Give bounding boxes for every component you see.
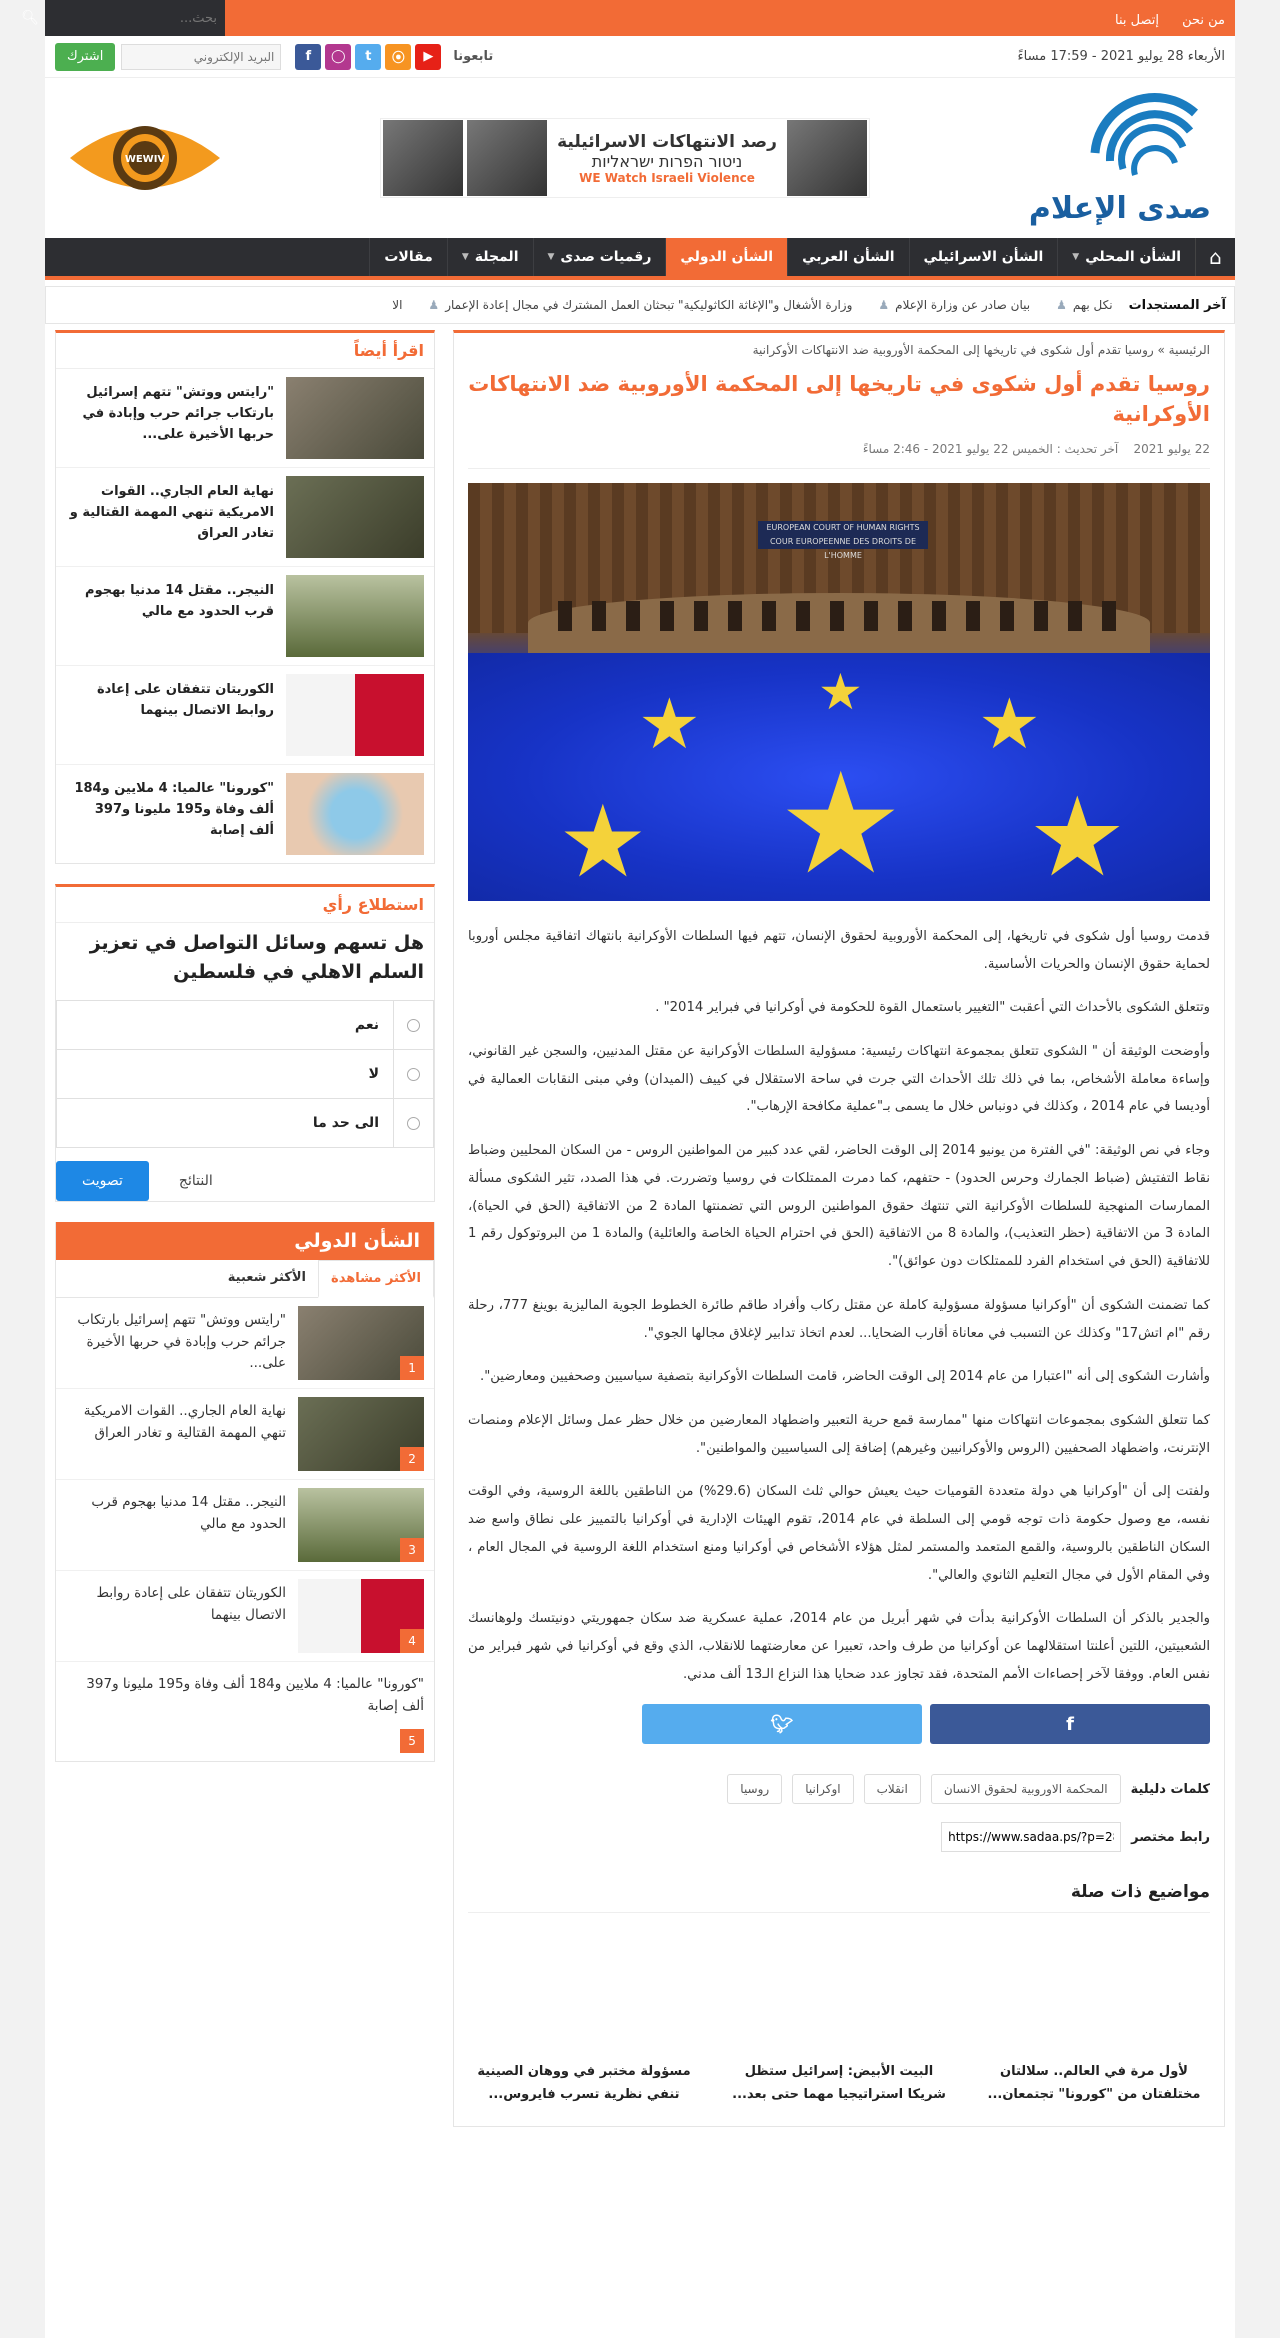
article-title: روسيا تقدم أول شكوى في تاريخها إلى المحكمة الأوروبية ضد الانتهاكات الأوكرانية	[468, 372, 1210, 427]
international-box	[55, 1222, 435, 1762]
header-banner[interactable]	[380, 118, 870, 198]
person-icon: ♟	[1056, 298, 1067, 312]
read-also-box	[55, 330, 435, 864]
star-icon: ★	[638, 682, 701, 765]
read-also-item[interactable]: نهاية العام الجاري.. القوات الامريكية تنهي المهمة القتالية و تغادر العراق	[56, 468, 434, 567]
poll-option[interactable]: نعم	[56, 1000, 434, 1050]
banner-line-2: ניטור הפרות ישראליות	[591, 151, 743, 171]
paragraph: وأشارت الشكوى إلى أنه "اعتبارا من عام 2014 إلى الوقت الحاضر، قامت السلطات الأوكرانية بتصفية سياسيين وصحفيين ومعارضين".	[480, 1369, 1210, 1385]
site-logo[interactable]	[1025, 83, 1215, 233]
ticker-item[interactable]: بيان صادر عن وزارة الإعلام ♟	[878, 298, 1031, 312]
popular-item[interactable]: 2 نهاية العام الجاري.. القوات الامريكية تنهي المهمة القتالية و تغادر العراق	[56, 1389, 434, 1480]
star-icon: ★	[558, 782, 648, 900]
tab-most-viewed[interactable]: الأكثر مشاهدة	[318, 1260, 434, 1298]
thumbnail	[286, 476, 424, 558]
ticker-item[interactable]: نكل بهم ♟	[1056, 298, 1113, 312]
tag[interactable]: اوكرانيا	[792, 1774, 853, 1804]
search-box	[21, 0, 225, 36]
poll-title: استطلاع رأي	[56, 887, 434, 923]
related-item[interactable]: مسؤولة مختبر في ووهان الصينية تنفي نظرية تسرب فايروس...	[477, 2064, 691, 2102]
instagram-icon[interactable]: ◯	[325, 44, 351, 70]
tabs	[56, 1260, 434, 1298]
banner-line-1: رصد الانتهاكات الاسرائيلية	[557, 131, 777, 152]
article-image	[468, 483, 1210, 901]
social-links	[295, 44, 493, 70]
nav-item-digital[interactable]: رقميات صدى ▼	[533, 238, 666, 276]
star-icon: ★	[978, 682, 1041, 765]
eye-logo-text: WEWIV	[124, 154, 166, 165]
search-input[interactable]	[39, 11, 225, 26]
nav-item-magazine[interactable]: المجلة ▼	[447, 238, 533, 276]
youtube-icon[interactable]: ▶	[415, 44, 441, 70]
paragraph: كما تضمنت الشكوى أن "أوكرانيا مسؤولة مسؤولية كاملة عن مقتل ركاب وأفراد طاقم طائرة الخطوط الجوية الماليزية بوينغ 777، رحلة رقم "ام اتش17" وكذلك عن التسبب في معاناة أقارب الضحايا... لعدم اتخاذ تدابير لإغلاق مجالها الجوي".	[468, 1297, 1211, 1341]
facebook-icon[interactable]: f	[295, 44, 321, 70]
ticker-item[interactable]: الا	[392, 298, 403, 312]
ticker-item[interactable]: وزارة الأشغال و"الإغاثة الكاثوليكية" تبحثان العمل المشترك في مجال إعادة الإعمار ♟	[428, 298, 853, 312]
poll-box	[55, 884, 435, 1202]
top-links	[1097, 9, 1225, 28]
vote-button[interactable]: تصويت	[56, 1161, 149, 1201]
radio-button[interactable]	[407, 1117, 420, 1130]
short-link	[468, 1822, 1210, 1852]
nav-item-israeli[interactable]: الشأن الاسرائيلي	[909, 238, 1058, 276]
follow-label: تابعونا	[453, 49, 494, 64]
twitter-icon[interactable]: t	[355, 44, 381, 70]
breadcrumb[interactable]: الرئيسية » روسيا تقدم أول شكوى في تاريخها إلى المحكمة الأوروبية ضد الانتهاكات الأوكرانية	[752, 343, 1210, 357]
current-datetime: الأربعاء 28 يوليو 2021 - 17:59 مساءً	[1017, 49, 1225, 64]
star-icon: ★	[778, 742, 904, 901]
paragraph: كما تتعلق الشكوى بمجموعات انتهاكات منها "ممارسة قمع حرية التعبير واضطهاد المعارضين من خلال حظر عمل وسائل الإعلام ومنصات الإنترنت، واضطهاد الصحفيين (الروس والأوكرانيين وغيرهم) إضافة إلى السياسيين والمواطنين".	[468, 1412, 1210, 1456]
banner-line-3: WE Watch Israeli Violence	[579, 170, 755, 185]
top-bar	[21, 0, 1235, 36]
wewiv-eye-logo[interactable]	[65, 108, 225, 208]
page	[21, 0, 1235, 2338]
news-ticker	[45, 286, 1235, 324]
read-also-item[interactable]: الكوريتان تتفقان على إعادة روابط الاتصال بينهما	[56, 666, 434, 765]
banner-photo	[467, 120, 547, 196]
thumbnail	[286, 674, 424, 756]
home-icon[interactable]: ⌂	[1195, 238, 1235, 276]
nav-item-arab[interactable]: الشأن العربي	[787, 238, 908, 276]
publish-date: 22 يوليو 2021	[1133, 441, 1210, 456]
popular-item[interactable]: 4 الكوريتان تتفقان على إعادة روابط الاتصال بينهما	[56, 1571, 434, 1662]
related-item[interactable]: البيت الأبيض: إسرائيل ستظل شريكا استراتيجيا مهما حتى بعد...	[732, 2064, 946, 2102]
tags-label: كلمات دليلية	[1130, 1781, 1210, 1797]
banner-photo	[787, 120, 867, 196]
tags	[468, 1774, 1210, 1804]
international-title: الشأن الدولي	[56, 1222, 434, 1260]
contact-link[interactable]: إتصل بنا	[1115, 12, 1159, 28]
popular-item[interactable]: "كورونا" عالميا: 4 ملايين و184 ألف وفاة و195 مليونا و397 ألف إصابة 5	[56, 1662, 434, 1761]
search-icon[interactable]: 🔍︎	[21, 10, 39, 26]
poll-question: هل تسهم وسائل التواصل في تعزيز السلم الاهلي في فلسطين	[89, 932, 424, 983]
chevron-down-icon: ▼	[461, 252, 469, 262]
short-link-label: رابط مختصر	[1131, 1829, 1210, 1845]
nav-item-international[interactable]: الشأن الدولي	[665, 238, 787, 276]
court-sign: EUROPEAN COURT OF HUMAN RIGHTS COUR EUROPEENNE DES DROITS DE L'HOMME	[758, 521, 928, 549]
nav-item-articles[interactable]: مقالات	[369, 238, 447, 276]
article	[453, 330, 1225, 2127]
radio-button[interactable]	[407, 1068, 420, 1081]
results-link[interactable]: النتائج	[178, 1173, 213, 1189]
read-also-item[interactable]: النيجر.. مقتل 14 مدنيا بهجوم قرب الحدود مع مالي	[56, 567, 434, 666]
paragraph: ولفتت إلى أن "أوكرانيا هي دولة متعددة القوميات حيث يعيش حوالي ثلث السكان (29.6%) من الناطقين باللغة الروسية، وفي الوقت نفسه، مع وصول حكومة ذات توجه قومي إلى السلطة في عام 2014، تقوم الهيئات الإدارية في أوكرانيا بالتمييز على نطاق واسع ضد السكان الناطقين بالروسية، والقمع المتعمد والمستمر لمثل هؤلاء الأشخاص في أوكرانيا ومنع استخدام اللغة الروسية في المجال العام ، وفي المقام الأول في مجال التعليم الثانوي والعالي".	[468, 1484, 1210, 1583]
tag[interactable]: انقلاب	[864, 1774, 921, 1804]
article-meta	[468, 442, 1210, 469]
rss-icon[interactable]: ⦿	[385, 44, 411, 70]
tag[interactable]: روسيا	[727, 1774, 782, 1804]
updated-date: آخر تحديث : الخميس 22 يوليو 2021 - 2:46 مساءً	[862, 441, 1119, 456]
paragraph: وتتعلق الشكوى بالأحداث التي أعقبت "التغيير باستعمال القوة للحكومة في أوكرانيا في فبراير 2014" .	[655, 1000, 1210, 1016]
logo-text: صدى الإعلام	[1028, 191, 1212, 226]
ticker-label: آخر المستجدات	[1128, 297, 1226, 313]
sidebar	[55, 330, 435, 1782]
paragraph: والجدير بالذكر أن السلطات الأوكرانية بدأت في شهر أبريل من عام 2014، عملية عسكرية ضد سكان جمهوريتي دونيتسك ولوهانسك الشعبيتين، اللتين أعلنتا استقلالهما عن أوكرانيا من طرف واحد، تعبيرا عن معارضتهما للانقلاب، الذي وقع في أوكرانيا في شهر فبراير من نفس العام. ووفقا لآخر إحصاءات الأمم المتحدة، فقد تجاوز عدد ضحايا هذا النزاع الـ13 ألف مدني.	[468, 1611, 1210, 1682]
content-columns	[45, 330, 1235, 2127]
person-icon: ♟	[878, 298, 890, 312]
popular-item[interactable]: 1 "رايتس ووتش" تتهم إسرائيل بارتكاب جرائم حرب وإبادة في حربها الأخيرة على...	[56, 1298, 434, 1389]
person-icon: ♟	[428, 298, 440, 312]
thumbnail	[286, 377, 424, 459]
popular-item[interactable]: 3 النيجر.. مقتل 14 مدنيا بهجوم قرب الحدود مع مالي	[56, 1480, 434, 1571]
read-also-item[interactable]: "رايتس ووتش" تتهم إسرائيل بارتكاب جرائم حرب وإبادة في حربها الأخيرة على...	[56, 369, 434, 468]
related-title: مواضيع ذات صلة	[468, 1882, 1210, 1913]
tag[interactable]: المحكمة الاوروبية لحقوق الانسان	[931, 1774, 1121, 1804]
newsletter	[55, 43, 281, 71]
chevron-down-icon: ▼	[1072, 252, 1080, 262]
twitter-share-button[interactable]: 🐦︎	[642, 1704, 922, 1744]
about-link[interactable]: من نحن	[1182, 12, 1225, 28]
paragraph: وجاء في نص الوثيقة: "في الفترة من يونيو 2014 إلى الوقت الحاضر، لقي عدد كبير من المواطنين الروس - من السكان المحليين وضباط نقاط التفتيش (ضباط الجمارك وحرس الحدود) - حتفهم، كما دمرت الممتلكات في روسيا وتضررت. في هذا الصدد، تثير الشكوى مسألة الممارسات المنهجية للسلطات الأوكرانية التي تنتهك حقوق المواطنين الروس التي تضمنتها المادة 2 من الاتفاقية (الحق في الحياة)، المادة 3 من الاتفاقية (حظر التعذيب)، والمادة 8 من الاتفاقية (الحق في احترام الحياة الخاصة والعائلية) والمادة 1 من البروتوكول رقم 1 للاتفاقية (الحق في استخدام الفرد للممتلكات دون عوائق)".	[468, 1143, 1211, 1270]
tab-popular[interactable]: الأكثر شعبية	[227, 1270, 307, 1285]
nav-item-local[interactable]: الشأن المحلي ▼	[1057, 238, 1195, 276]
article-body	[468, 923, 1210, 1689]
read-also-title: اقرأ أيضاً	[56, 333, 434, 369]
facebook-share-button[interactable]: f	[930, 1704, 1210, 1744]
paragraph: وأوضحت الوثيقة أن " الشكوى تتعلق بمجموعة انتهاكات رئيسية: مسؤولية السلطات الأوكرانية عن مقتل المدنيين، والسجن غير القانوني، وإساءة معاملة الأشخاص، بما في ذلك تلك الأحداث التي جرت في ساحة الاستقلال في كييف (الميدان) وفي مبنى النقابات العمالية في أوديسا في عام 2014 ، وكذلك في دونباس خلال ما يسمى بـ"عملية مكافحة الإرهاب".	[468, 1044, 1210, 1115]
chevron-down-icon: ▼	[547, 252, 555, 262]
short-link-input[interactable]	[941, 1822, 1121, 1852]
radio-button[interactable]	[407, 1019, 420, 1032]
paragraph: قدمت روسيا أول شكوى في تاريخها، إلى المحكمة الأوروبية لحقوق الإنسان، تتهم فيها السلطات الأوكرانية بانتهاك اتفاقية مجلس أوروبا لحماية حقوق الإنسان والحريات الأساسية.	[468, 928, 1210, 972]
banner-photo	[383, 120, 463, 196]
star-icon: ★	[818, 662, 863, 721]
sub-bar	[45, 36, 1235, 78]
main-nav	[45, 238, 1235, 280]
share-buttons	[468, 1704, 1210, 1744]
related-topics	[468, 1882, 1210, 2105]
thumbnail	[286, 773, 424, 855]
newsletter-email-input[interactable]	[121, 44, 281, 70]
thumbnail	[286, 575, 424, 657]
read-also-item[interactable]: "كورونا" عالميا: 4 ملايين و184 ألف وفاة و195 مليونا و397 ألف إصابة	[56, 765, 434, 863]
site-header	[45, 78, 1235, 238]
subscribe-button[interactable]: اشترك	[55, 43, 115, 71]
related-item[interactable]: لأول مرة في العالم.. سلالتان مختلفتان من "كورونا" تجتمعان...	[987, 2064, 1201, 2102]
poll-option[interactable]: الى حد ما	[56, 1098, 434, 1148]
poll-option[interactable]: لا	[56, 1049, 434, 1099]
star-icon: ★	[1028, 772, 1127, 901]
